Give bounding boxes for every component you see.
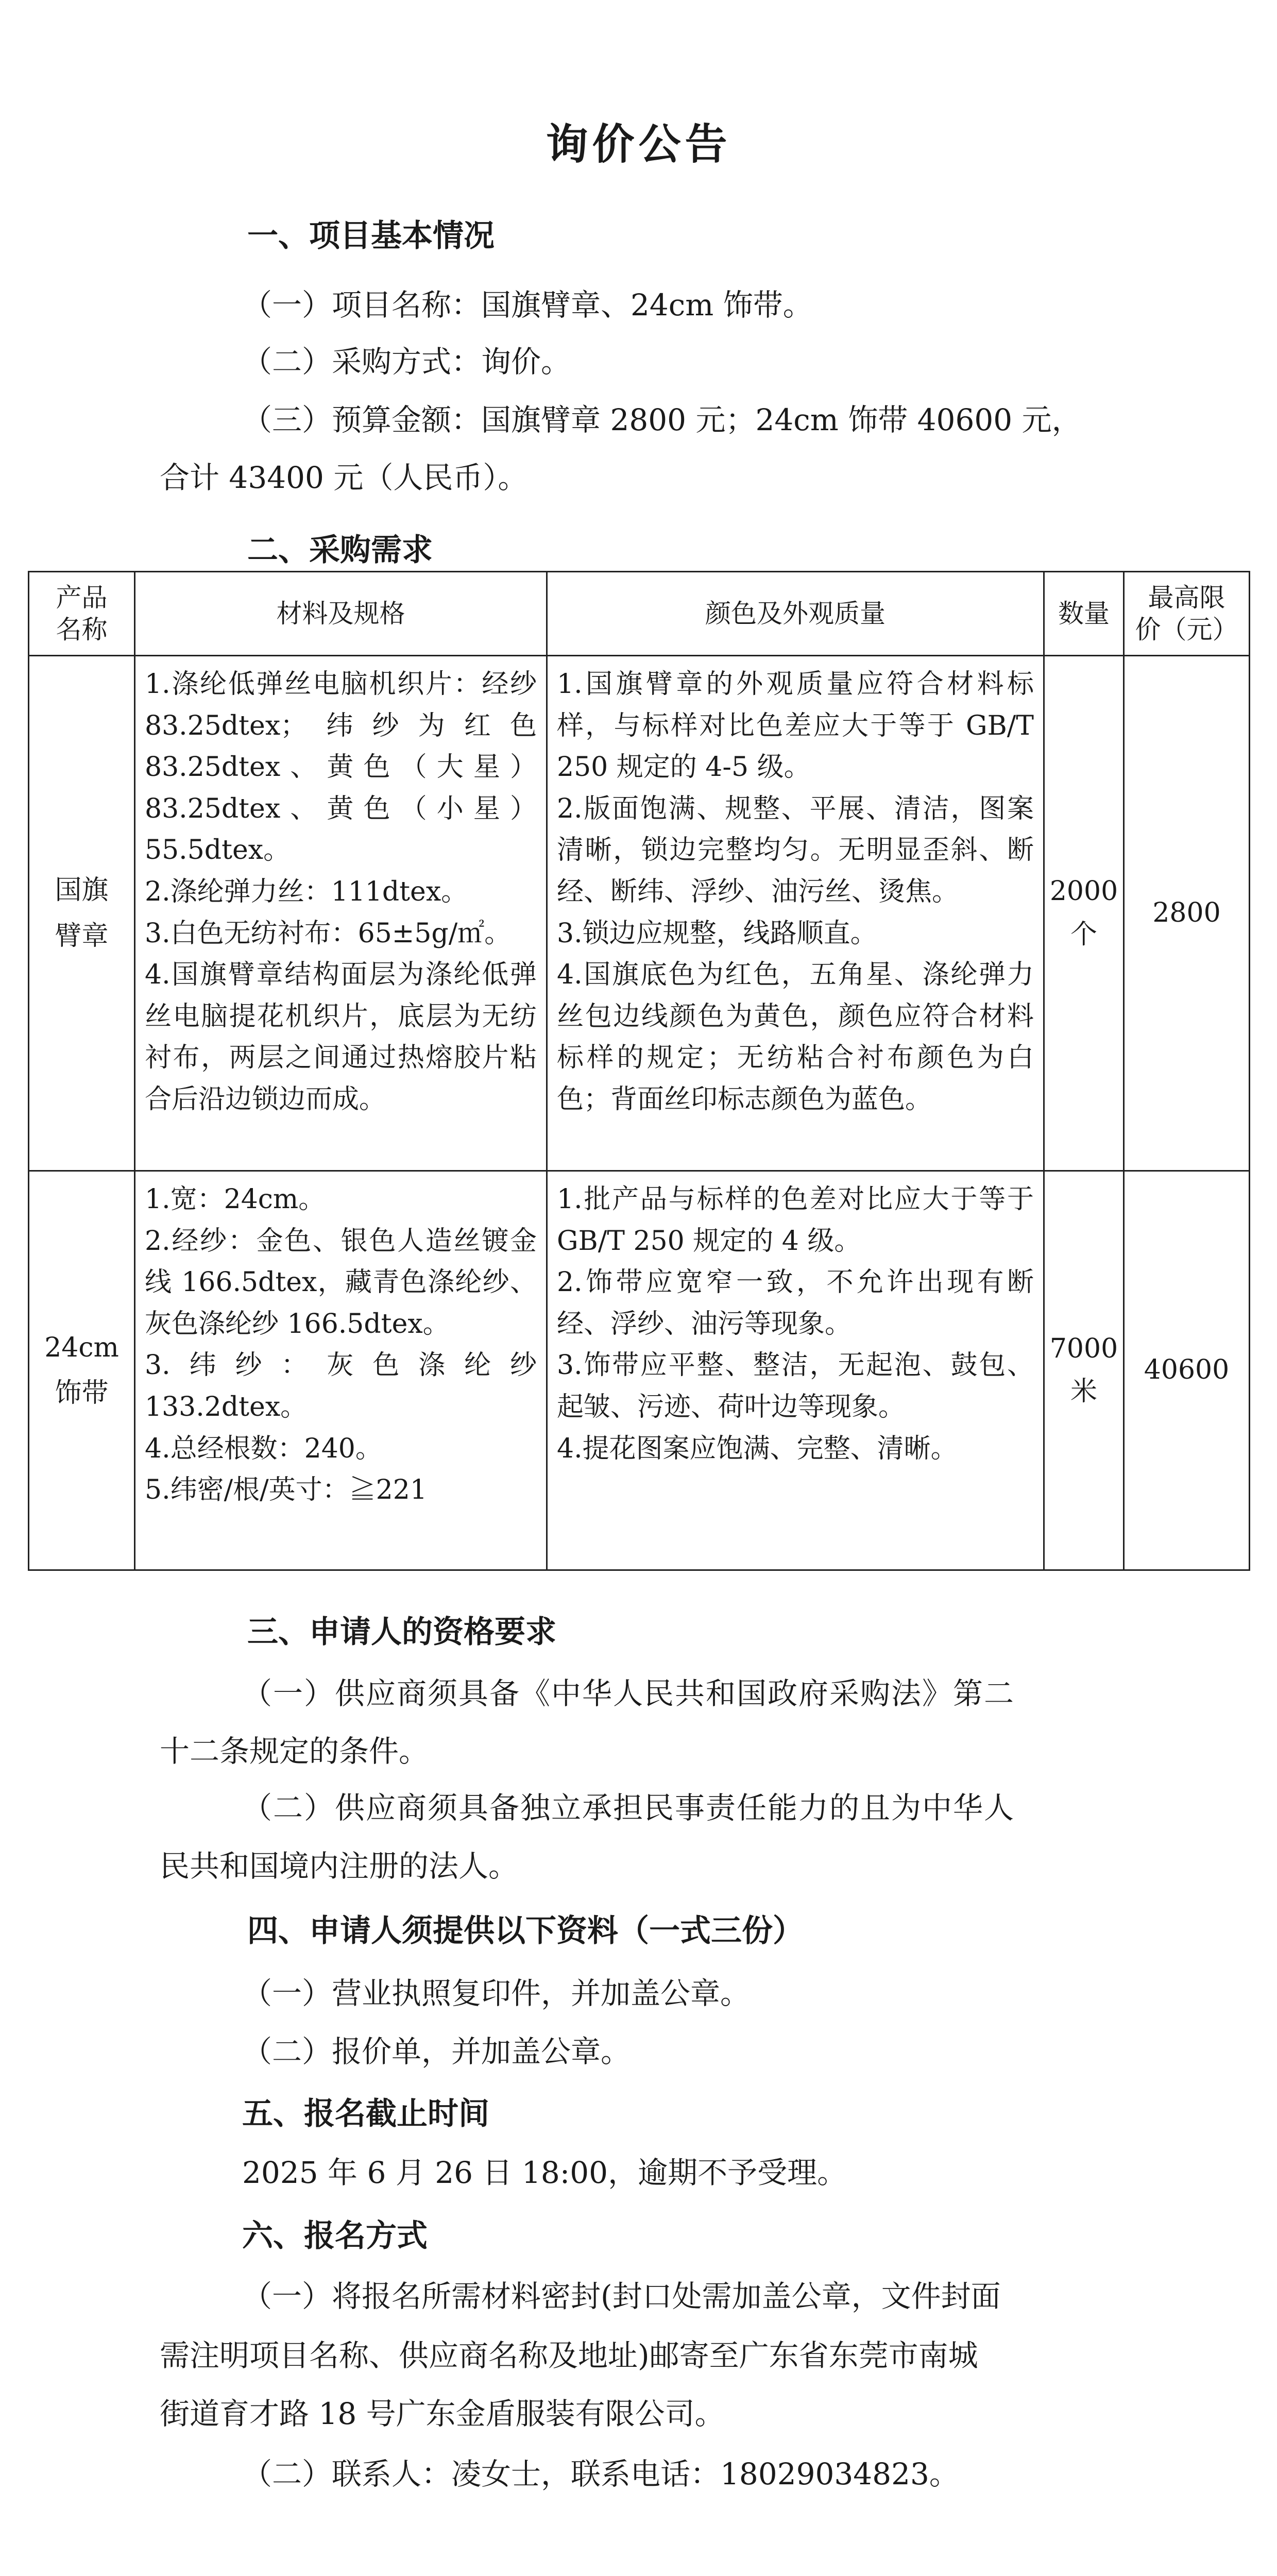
table-row xyxy=(29,656,1250,1171)
row1-color-4: 4.国旗底色为红色，五角星、涤纶弹力丝包边线颜色为黄色，颜色应符合材料标样的规定；无纺粘合衬布颜色为白色；背面丝印标志颜色为蓝色。 xyxy=(557,959,1034,1115)
section6-heading: 六、报名方式 xyxy=(242,2218,428,2254)
row2-material xyxy=(135,1171,547,1570)
row1-material-1: 1.涤纶低弹丝电脑机织片：经纱 83.25dtex；纬纱为红色 83.25dtex、黄色（大星）83.25dtex、黄色（小星）55.5dtex。 xyxy=(145,669,537,866)
section1-item3-line1: （三）预算金额：国旗臂章 2800 元；24cm 饰带 40600 元， xyxy=(242,402,1082,437)
row2-color xyxy=(547,1171,1044,1570)
header-name-line1: 产品 xyxy=(56,582,108,613)
section4-item1: （一）营业执照复印件，并加盖公章。 xyxy=(242,1976,751,2011)
section6-item1-line3: 街道育才路 18 号广东金盾服装有限公司。 xyxy=(160,2396,725,2431)
row1-color-1: 1.国旗臂章的外观质量应符合材料标样，与标样对比色差应大于等于 GB/T 250 规定的 4-5 级。 xyxy=(557,669,1034,783)
header-price xyxy=(1124,572,1250,656)
section3-item2-line2: 民共和国境内注册的法人。 xyxy=(160,1849,519,1884)
row2-material-2: 2.经纱：金色、银色人造丝镀金线 166.5dtex，藏青色涤纶纱、灰色涤纶纱 166.5dtex。 xyxy=(145,1225,537,1340)
row2-name xyxy=(29,1171,135,1570)
header-qty: 数量 xyxy=(1044,572,1124,656)
row2-price: 40600 xyxy=(1124,1171,1250,1570)
section4-heading: 四、申请人须提供以下资料（一式三份） xyxy=(247,1913,804,1949)
row1-color-2: 2.版面饱满、规整、平展、清洁，图案清晰，锁边完整均匀。无明显歪斜、断经、断纬、浮纱、油污丝、烫焦。 xyxy=(557,793,1034,907)
row2-name-line1: 24cm xyxy=(44,1332,119,1363)
header-price-line2: 价（元） xyxy=(1135,615,1238,645)
row1-name-line2: 臂章 xyxy=(55,920,109,952)
section6-item1-line2: 需注明项目名称、供应商名称及地址)邮寄至广东省东莞市南城 xyxy=(160,2338,978,2373)
row1-material-3: 3.白色无纺衬布：65±5g/㎡。 xyxy=(145,918,512,949)
section3-item1-line2: 十二条规定的条件。 xyxy=(160,1734,429,1769)
row2-color-3: 3.饰带应平整、整洁，无起泡、鼓包、起皱、污迹、荷叶边等现象。 xyxy=(557,1350,1034,1422)
section3-item2-line1: （二）供应商须具备独立承担民事责任能力的且为中华人 xyxy=(242,1790,1015,1825)
section2-heading: 二、采购需求 xyxy=(247,532,433,568)
row2-material-4: 4.总经根数：240。 xyxy=(145,1433,382,1464)
section1-item2: （二）采购方式：询价。 xyxy=(242,344,571,379)
row2-color-1: 1.批产品与标样的色差对比应大于等于 GB/T 250 规定的 4 级。 xyxy=(557,1184,1034,1257)
section6-item2: （二）联系人：凌女士，联系电话：18029034823。 xyxy=(242,2456,959,2492)
header-name xyxy=(29,572,135,656)
row1-name xyxy=(29,656,135,1171)
row1-name-line1: 国旗 xyxy=(55,875,109,906)
section3-item1-line1: （一）供应商须具备《中华人民共和国政府采购法》第二 xyxy=(242,1676,1015,1711)
row2-color-2: 2.饰带应宽窄一致，不允许出现有断经、浮纱、油污等现象。 xyxy=(557,1267,1034,1340)
section3-heading: 三、申请人的资格要求 xyxy=(247,1614,556,1650)
row1-qty-unit: 个 xyxy=(1070,919,1097,950)
row1-qty xyxy=(1044,656,1124,1171)
row2-color-4: 4.提花图案应饱满、完整、清晰。 xyxy=(557,1433,958,1464)
header-price-line1: 最高限 xyxy=(1148,582,1225,613)
section1-item1: （一）项目名称：国旗臂章、24cm 饰带。 xyxy=(242,287,813,323)
section5-text: 2025 年 6 月 26 日 18:00，逾期不予受理。 xyxy=(242,2155,847,2190)
section1-item3-line2: 合计 43400 元（人民币）。 xyxy=(160,460,528,495)
requirements-table xyxy=(28,571,1250,1571)
row1-color xyxy=(547,656,1044,1171)
page-title: 询价公告 xyxy=(546,120,731,169)
section1-heading: 一、项目基本情况 xyxy=(247,218,495,254)
header-color: 颜色及外观质量 xyxy=(547,572,1044,656)
row2-name-line2: 饰带 xyxy=(55,1378,109,1409)
row2-qty-unit: 米 xyxy=(1070,1376,1097,1407)
row2-material-1: 1.宽：24cm。 xyxy=(145,1184,326,1215)
row1-color-3: 3.锁边应规整，线路顺直。 xyxy=(557,918,877,949)
row2-material-5: 5.纬密/根/英寸：≧221 xyxy=(145,1475,427,1506)
row1-qty-value: 2000 xyxy=(1049,876,1118,907)
section6-item1-line1: （一）将报名所需材料密封(封口处需加盖公章，文件封面 xyxy=(242,2279,1001,2314)
header-name-line2: 名称 xyxy=(56,615,108,645)
section4-item2: （二）报价单，并加盖公章。 xyxy=(242,2034,631,2069)
row2-qty-value: 7000 xyxy=(1049,1333,1118,1364)
row1-material-2: 2.涤纶弹力丝：111dtex。 xyxy=(145,876,468,907)
header-material: 材料及规格 xyxy=(135,572,547,656)
section5-heading: 五、报名截止时间 xyxy=(242,2096,489,2132)
row1-material xyxy=(135,656,547,1171)
row1-material-4: 4.国旗臂章结构面层为涤纶低弹丝电脑提花机织片，底层为无纺衬布，两层之间通过热熔胶片粘合后沿边锁边而成。 xyxy=(145,959,537,1115)
row2-qty xyxy=(1044,1171,1124,1570)
row1-price: 2800 xyxy=(1124,656,1250,1171)
table-row xyxy=(29,1171,1250,1570)
row2-material-3: 3.纬纱：灰色涤纶纱 133.2dtex。 xyxy=(145,1350,537,1422)
table-header-row xyxy=(29,572,1250,656)
